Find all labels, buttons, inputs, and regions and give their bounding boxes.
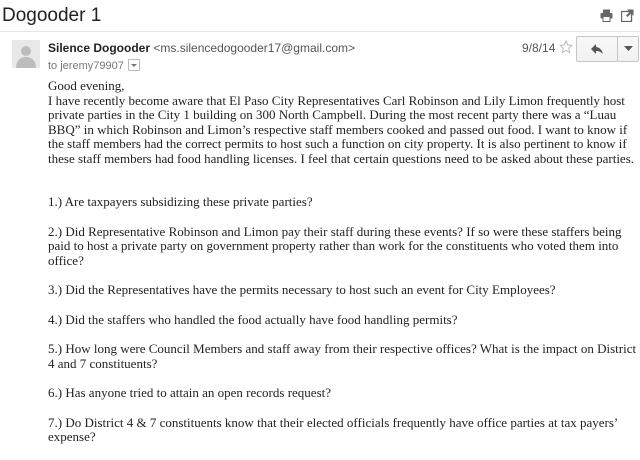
question-7: 7.) Do District 4 & 7 constituents know that their elected officials frequently have office parties at tax payers’ expense? [48, 414, 618, 444]
sender-email: <ms.silencedogooder17@gmail.com> [153, 41, 355, 55]
more-icon [624, 46, 633, 52]
print-icon[interactable] [600, 9, 613, 22]
sender-line [48, 41, 355, 55]
reply-button[interactable] [576, 36, 618, 62]
question-5: 5.) How long were Council Members and staff away from their respective offices? What is the impact on District 4 and 7 constituents? [48, 341, 637, 371]
message-body [48, 79, 640, 460]
more-options-button[interactable] [617, 36, 639, 62]
subject-bar [0, 0, 640, 32]
recipient-line [48, 59, 140, 72]
reply-icon [590, 43, 604, 55]
star-icon[interactable] [559, 40, 573, 54]
question-6: 6.) Has anyone tried to attain an open records request? [48, 385, 332, 400]
new-window-icon[interactable] [621, 9, 634, 22]
sender-name[interactable]: Silence Dogooder [48, 41, 151, 55]
greeting: Good evening, [48, 78, 125, 93]
question-3: 3.) Did the Representatives have the permits necessary to host such an event for City Employees? [48, 282, 556, 297]
recipient-details-dropdown[interactable] [128, 59, 140, 71]
intro-paragraph: I have recently become aware that El Paso City Representatives Carl Robinson and Lily Limon frequently host private parties in the City 1 building on 300 North Campbell. During the most recent party there was a “Luau BBQ” in which Robinson and Limon’s respective staff members cooked and passed out food. I want to know if the staff members had the correct permits to host such a function on city property. It is also pertinent to know if these staff members had food handling licenses. I feel that certain questions need to be asked about these parties. [48, 92, 635, 166]
message-date: 9/8/14 [522, 41, 556, 55]
email-subject: Dogooder 1 [2, 5, 102, 26]
avatar-icon [12, 40, 40, 68]
top-actions [600, 9, 634, 22]
question-1: 1.) Are taxpayers subsidizing these private parties? [48, 194, 313, 209]
recipient-text: to jeremy79907 [48, 60, 124, 72]
header-divider [0, 31, 640, 32]
question-4: 4.) Did the staffers who handled the food actually have food handling permits? [48, 311, 458, 327]
question-2: 2.) Did Representative Robinson and Limon pay their staff during these events? If so were these staffers being paid to host a private party on government property rather than work for the constituents who voted them into office? [48, 223, 622, 268]
